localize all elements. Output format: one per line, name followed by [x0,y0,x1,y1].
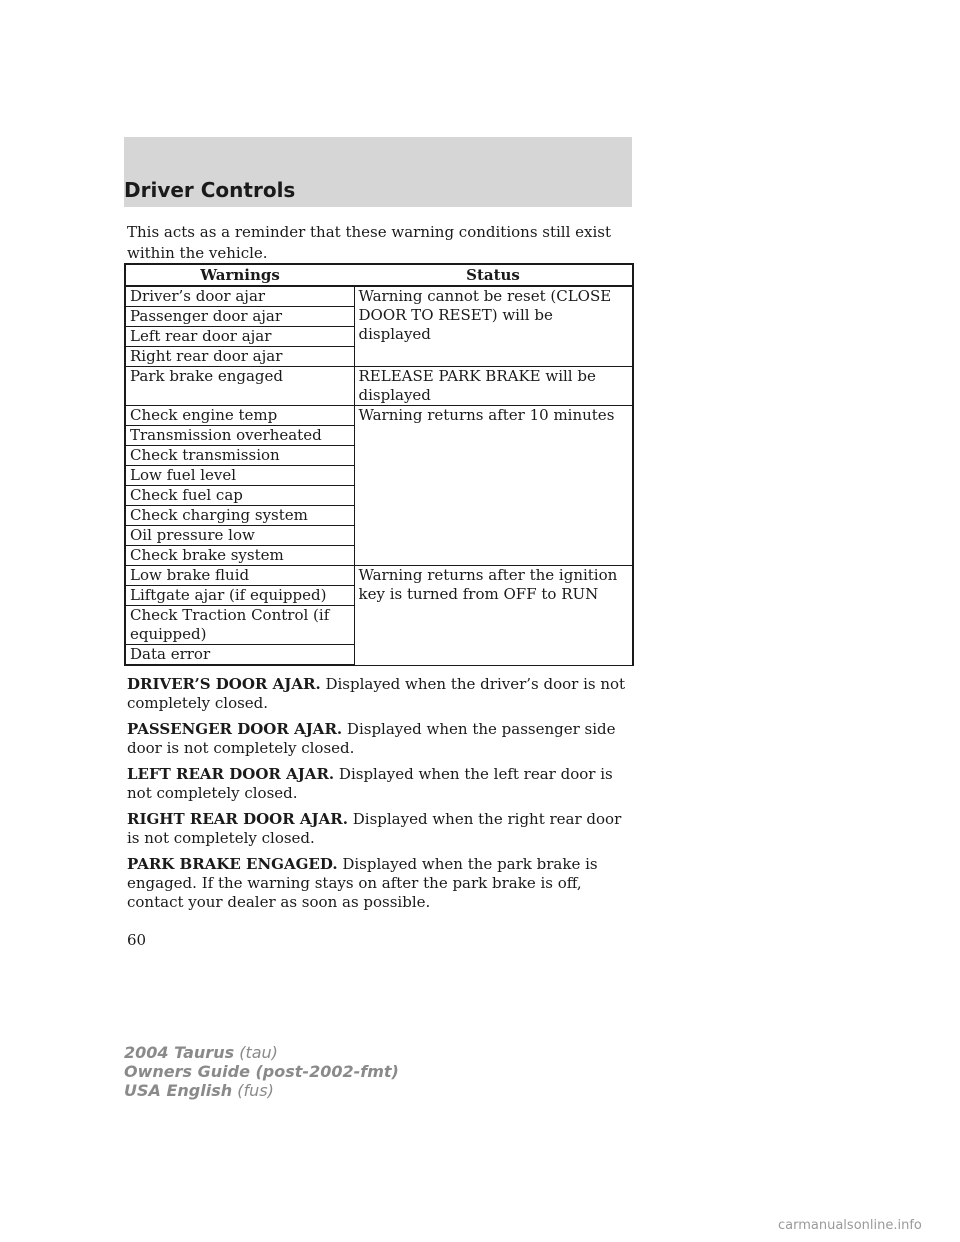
warning-cell: Driver’s door ajar [125,286,354,307]
table-row [125,367,633,406]
intro-paragraph: This acts as a reminder that these warning conditions still exist within the vehicle. [127,223,612,262]
table-row [125,286,633,307]
warning-cell: Check fuel cap [125,486,354,506]
description-term: LEFT REAR DOOR AJAR. [127,765,335,783]
warning-cell: Passenger door ajar [125,307,354,327]
footer-line [124,1043,399,1062]
warning-cell: Check engine temp [125,406,354,426]
warning-cell: Liftgate ajar (if equipped) [125,586,354,606]
footer-language-code: (fus) [237,1081,274,1100]
status-cell: Warning cannot be reset (CLOSE DOOR TO RESET) will be displayed [354,286,633,367]
warning-cell: Check charging system [125,506,354,526]
description-term: PARK BRAKE ENGAGED. [127,855,338,873]
page-number: 60 [127,931,147,949]
table-row [125,566,633,586]
status-cell: RELEASE PARK BRAKE will be displayed [354,367,633,406]
watermark: carmanualsonline.info [778,1218,922,1233]
warning-cell: Data error [125,645,354,666]
description-term: RIGHT REAR DOOR AJAR. [127,810,348,828]
footer-line [124,1081,399,1100]
warning-cell: Park brake engaged [125,367,354,406]
status-cell: Warning returns after 10 minutes [354,406,633,566]
footer-line [124,1062,399,1081]
description-text: Displayed when the right rear door is not completely closed. [127,810,622,847]
description-paragraph [127,720,637,758]
description-paragraph [127,810,637,848]
table-header-row [125,264,633,286]
warning-cell: Right rear door ajar [125,347,354,367]
description-term: PASSENGER DOOR AJAR. [127,720,343,738]
warnings-table [124,263,634,666]
warning-cell: Oil pressure low [125,526,354,546]
warning-cell: Left rear door ajar [125,327,354,347]
description-paragraph [127,855,637,912]
footer-model: 2004 Taurus [124,1043,235,1062]
description-paragraph [127,675,637,713]
footer-model-code: (tau) [239,1043,278,1062]
description-text: Displayed when the driver’s door is not completely closed. [127,675,626,712]
warning-cell: Check brake system [125,546,354,566]
status-column-header: Status [354,264,633,286]
description-term: DRIVER’S DOOR AJAR. [127,675,321,693]
section-title: Driver Controls [124,178,296,202]
status-cell: Warning returns after the ignition key is turned from OFF to RUN [354,566,633,666]
footer-language: USA English [124,1081,233,1100]
warning-cell: Check transmission [125,446,354,466]
warning-cell: Check Traction Control (if equipped) [125,606,354,645]
description-text: Displayed when the passenger side door is not completely closed. [127,720,616,757]
warning-cell: Transmission overheated [125,426,354,446]
document-footer [124,1043,399,1100]
descriptions-section [127,675,637,919]
table-row [125,406,633,426]
description-text: Displayed when the park brake is engaged. If the warning stays on after the park brake is off, contact your dealer as soon as possible. [127,855,598,911]
warnings-column-header: Warnings [125,264,354,286]
warning-cell: Low brake fluid [125,566,354,586]
description-paragraph [127,765,637,803]
warning-cell: Low fuel level [125,466,354,486]
description-text: Displayed when the left rear door is not completely closed. [127,765,613,802]
footer-guide: Owners Guide (post-2002-fmt) [124,1062,399,1081]
